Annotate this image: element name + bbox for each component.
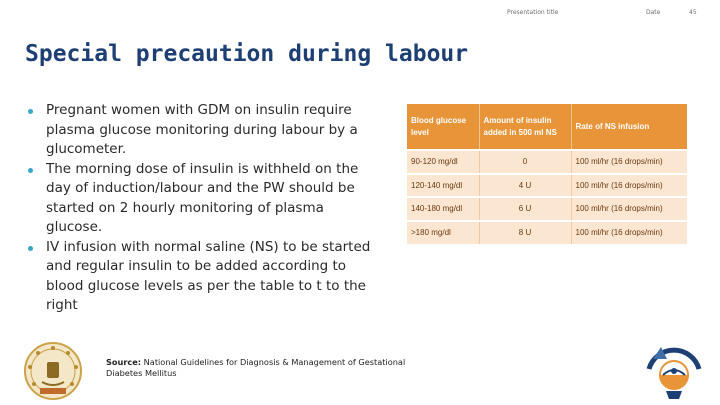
table-row (407, 150, 687, 174)
bullet-list (28, 101, 383, 316)
table-row (407, 197, 687, 221)
bullet-dot-icon (28, 109, 33, 114)
bullet-text: The morning dose of insulin is withheld on the day of induction/labour and the PW should be started on 2 hourly monitoring of plasma glucose. (46, 160, 359, 235)
table-cell: 8 U (479, 221, 571, 245)
table-cell: 120-140 mg/dl (407, 174, 479, 198)
source-label: Source: (106, 357, 142, 367)
bullet-text: Pregnant women with GDM on insulin require plasma glucose monitoring during labour by a glucometer. (46, 102, 358, 157)
slide-title: Special precaution during labour (25, 41, 469, 67)
table-cell: 90-120 mg/dl (407, 150, 479, 174)
table-cell: 100 ml/hr (16 drops/min) (571, 150, 687, 174)
table-cell: 4 U (479, 174, 571, 198)
insulin-dosing-table (407, 104, 687, 244)
source-text: National Guidelines for Diagnosis & Management of Gestational Diabetes Mellitus (106, 357, 406, 378)
column-header-blood-glucose: Blood glucose level (407, 104, 479, 150)
header-presentation-title: Presentation title (507, 9, 559, 16)
health-institute-logo-icon (641, 329, 707, 405)
table-cell: 100 ml/hr (16 drops/min) (571, 197, 687, 221)
state-emblem-icon (20, 338, 86, 400)
bullet-item (28, 101, 383, 160)
column-header-insulin-amount: Amount of insulin added in 500 ml NS (479, 104, 571, 150)
table-cell: 0 (479, 150, 571, 174)
table-cell: 140-180 mg/dl (407, 197, 479, 221)
table-row (407, 221, 687, 245)
source-note (106, 357, 426, 379)
bullet-dot-icon (28, 246, 33, 251)
bullet-dot-icon (28, 168, 33, 173)
column-header-infusion-rate: Rate of NS infusion (571, 104, 687, 150)
header-page-number: 45 (689, 9, 697, 16)
table-cell: >180 mg/dl (407, 221, 479, 245)
bullet-text: IV infusion with normal saline (NS) to be started and regular insulin to be added according to blood glucose levels as per the table to t to the right (46, 238, 371, 313)
bullet-item (28, 238, 383, 316)
bullet-item (28, 160, 383, 238)
table-cell: 100 ml/hr (16 drops/min) (571, 174, 687, 198)
table-header-row (407, 104, 687, 150)
table-cell: 100 ml/hr (16 drops/min) (571, 221, 687, 245)
table-cell: 6 U (479, 197, 571, 221)
header-date: Date (646, 9, 661, 16)
table-row (407, 174, 687, 198)
